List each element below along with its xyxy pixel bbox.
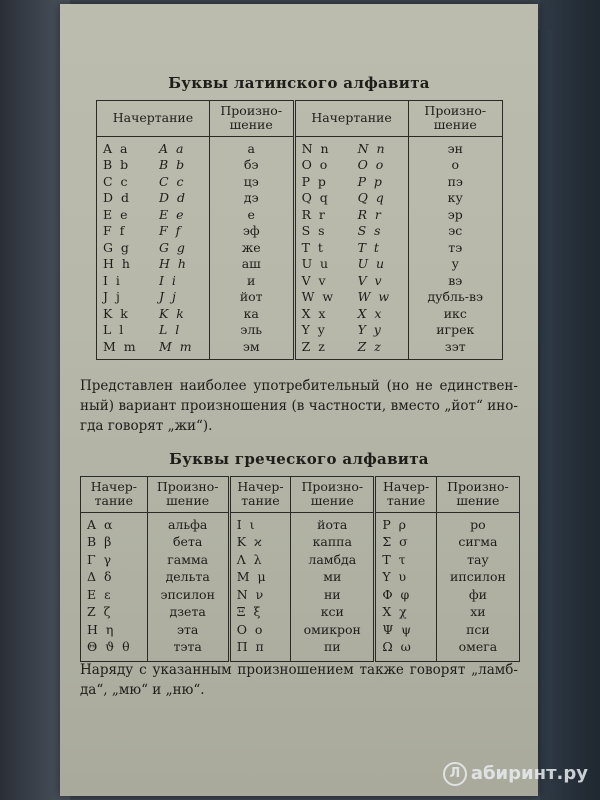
latin-letter-left-11: [103, 322, 203, 339]
greek-letter: Ν ν: [236, 586, 264, 602]
greek-pronunciation: гамма: [167, 551, 209, 567]
latin-upright-letter: O o: [301, 157, 328, 173]
greek-letter: Η η: [87, 621, 114, 637]
latin-upright-letter: V v: [301, 272, 326, 288]
latin-upright-letter: F f: [103, 223, 125, 239]
greek-letter: Λ λ: [236, 551, 262, 567]
latin-letter-left-1: [103, 157, 203, 174]
greek-letter: Ι ι: [236, 516, 255, 532]
latin-pronunciation: эф: [242, 223, 260, 239]
greek-header-glyph-2: [229, 477, 291, 513]
latin-pronunciation: а: [247, 140, 255, 156]
latin-upright-letter: G g: [103, 239, 129, 255]
greek-letter: Μ μ: [236, 569, 266, 585]
greek-alphabet-table: [80, 476, 520, 662]
greek-pronunciation: дельта: [165, 569, 210, 585]
latin-upright-letter: C c: [103, 173, 128, 189]
greek-letter: Γ γ: [87, 551, 112, 567]
watermark-logo-icon: Л: [443, 762, 467, 786]
greek-pronunciation: эпсилон: [160, 586, 215, 602]
book-cover-edge: [538, 30, 552, 770]
greek-letter: Θ ϑ θ: [87, 639, 130, 655]
latin-letter-right-3: [302, 190, 402, 207]
latin-italic-letter: Y y: [357, 322, 381, 338]
latin-letter-right-11: [302, 322, 402, 339]
greek-pronunciation: хи: [470, 604, 486, 620]
latin-upright-letter: K k: [103, 305, 128, 321]
greek-col3-glyphs: [375, 512, 437, 661]
latin-upright-letter: M m: [103, 338, 136, 354]
latin-pronunciation: тэ: [448, 239, 463, 255]
latin-pronunciation: вэ: [448, 272, 463, 288]
greek-pronunciation: кси: [320, 604, 344, 620]
latin-upright-letter: B b: [103, 157, 129, 173]
latin-upright-letter: D d: [103, 190, 129, 206]
latin-italic-letter: Q q: [357, 190, 384, 206]
latin-upright-letter: Y y: [301, 322, 325, 338]
latin-italic-letter: V v: [357, 272, 382, 288]
greek-letter: Ο ο: [236, 621, 263, 637]
latin-italic-letter: S s: [357, 223, 381, 239]
greek-pronunciation: ми: [323, 569, 342, 585]
greek-table-title: Буквы греческого алфавита: [169, 450, 429, 468]
greek-letter: Κ ϰ: [236, 534, 262, 550]
greek-pronunciation: каппа: [312, 534, 352, 550]
latin-pronunciation: дубль-вэ: [427, 289, 484, 305]
latin-italic-letter: F f: [159, 223, 181, 239]
greek-col1-pron: [147, 512, 229, 661]
latin-pronunciation: зэт: [444, 338, 466, 354]
latin-upright-letter: Z z: [301, 338, 325, 354]
latin-italic-letter: K k: [159, 305, 184, 321]
greek-header-glyph-1: [81, 477, 148, 513]
latin-pronunciation: икс: [443, 305, 467, 321]
latin-italic-letter: J j: [159, 289, 176, 305]
latin-letter-right-0: [302, 141, 402, 158]
latin-pronunciation: ку: [447, 190, 463, 206]
greek-letter: Σ σ: [382, 534, 408, 550]
latin-pronunciation: эр: [447, 206, 463, 222]
latin-pronunciation: игрек: [436, 322, 475, 338]
greek-letter: Π π: [236, 639, 264, 655]
latin-upright-letter: S s: [301, 223, 325, 239]
greek-header-pron-1-text: Произно- шение: [156, 479, 219, 509]
latin-pronunciation: эм: [242, 338, 260, 354]
greek-letter: Ζ ζ: [87, 604, 111, 620]
latin-left-glyph-column: [97, 136, 210, 360]
latin-italic-letter: P p: [357, 173, 382, 189]
greek-pronunciation: дзета: [169, 604, 206, 620]
latin-left-pron-column: [209, 136, 294, 360]
latin-upright-letter: X x: [301, 305, 326, 321]
greek-letter: Δ δ: [87, 569, 112, 585]
greek-letter: Α α: [87, 516, 113, 532]
site-watermark: [443, 762, 588, 786]
latin-pronunciation: и: [247, 272, 256, 288]
latin-italic-letter: T t: [357, 239, 379, 255]
greek-header-pron-1: [147, 477, 229, 513]
latin-header-pron-right: [408, 101, 502, 137]
greek-letter: Ψ ψ: [382, 621, 412, 637]
latin-pronunciation: пэ: [447, 173, 463, 189]
greek-pronunciation: пси: [466, 621, 490, 637]
latin-letter-right-8: [302, 273, 402, 290]
greek-letter: Τ τ: [382, 551, 406, 567]
greek-pronunciation: сигма: [458, 534, 498, 550]
latin-pronunciation: у: [451, 256, 459, 272]
latin-letter-right-6: [302, 240, 402, 257]
greek-pronunciation: ламбда: [308, 551, 357, 567]
latin-pronunciation: йот: [239, 289, 263, 305]
latin-italic-letter: O o: [357, 157, 384, 173]
greek-col2-glyphs: [229, 512, 291, 661]
latin-upright-letter: I i: [103, 272, 120, 288]
greek-pronunciation: эта: [176, 621, 199, 637]
greek-letter: Ω ω: [382, 639, 411, 655]
latin-italic-letter: Z z: [357, 338, 381, 354]
latin-header-pron-left-text: Произно- шение: [220, 103, 283, 133]
latin-italic-letter: A a: [159, 140, 184, 156]
latin-right-glyph-column: [294, 136, 408, 360]
latin-italic-letter: H h: [159, 256, 186, 272]
book-page: [60, 4, 538, 796]
latin-italic-letter: I i: [159, 272, 176, 288]
latin-letter-left-8: [103, 273, 203, 290]
greek-header-glyph-2-text: Начер- тание: [237, 479, 284, 509]
greek-pronunciation: тау: [467, 551, 489, 567]
greek-letter: Υ υ: [382, 569, 407, 585]
latin-letter-right-1: [302, 157, 402, 174]
latin-header-pron-right-text: Произно- шение: [424, 103, 487, 133]
latin-upright-letter: U u: [301, 256, 329, 272]
latin-italic-letter: M m: [159, 338, 192, 354]
latin-note: Представлен наиболее употребительный (но не единствен-ный) вариант произношения (в частности, вместо „йот“ ино-гда говорят „жи“).: [80, 378, 518, 434]
greek-header-glyph-3-text: Начер- тание: [382, 479, 430, 509]
greek-letter: Χ χ: [382, 604, 407, 620]
latin-upright-letter: Q q: [301, 190, 328, 206]
latin-upright-letter: W w: [301, 289, 334, 305]
latin-italic-letter: C c: [159, 173, 184, 189]
latin-letter-right-12: [302, 339, 402, 356]
greek-pronunciation: омега: [458, 639, 498, 655]
latin-italic-letter: N n: [357, 140, 385, 156]
latin-letter-left-4: [103, 207, 203, 224]
latin-upright-letter: T t: [301, 239, 323, 255]
latin-pronunciation: цэ: [243, 173, 259, 189]
latin-italic-letter: R r: [357, 206, 381, 222]
latin-upright-letter: H h: [103, 256, 130, 272]
greek-col2-pron: [291, 512, 375, 661]
greek-header-glyph-3: [375, 477, 437, 513]
greek-header-pron-2: [291, 477, 375, 513]
latin-header-pron-left: [209, 101, 294, 137]
latin-letter-left-6: [103, 240, 203, 257]
greek-pronunciation: ни: [323, 586, 341, 602]
greek-note: Наряду с указанным произношением также говорят „ламб-да“, „мю“ и „ню“.: [80, 662, 518, 698]
latin-upright-letter: J j: [103, 289, 120, 305]
latin-pronunciation: эль: [240, 322, 263, 338]
latin-italic-letter: X x: [357, 305, 382, 321]
greek-pronunciation: бета: [173, 534, 203, 550]
greek-pronunciation: йота: [317, 516, 348, 532]
latin-table-title: Буквы латинского алфавита: [168, 74, 430, 92]
latin-upright-letter: L l: [103, 322, 124, 338]
greek-pronunciation: фи: [468, 586, 487, 602]
watermark-text: абиринт.ру: [470, 763, 588, 784]
latin-upright-letter: A a: [103, 140, 128, 156]
latin-letter-right-9: [302, 289, 402, 306]
latin-pronunciation: же: [241, 239, 261, 255]
latin-italic-letter: W w: [357, 289, 390, 305]
latin-italic-letter: B b: [159, 157, 185, 173]
latin-pronunciation: о: [451, 157, 460, 173]
greek-col1-glyphs: [81, 512, 148, 661]
latin-header-glyph-left: Начертание: [97, 101, 210, 137]
greek-pronunciation: тэта: [173, 639, 202, 655]
latin-italic-letter: E e: [159, 206, 184, 222]
latin-letter-left-10: [103, 306, 203, 323]
latin-letter-right-10: [302, 306, 402, 323]
latin-letter-left-0: [103, 141, 203, 158]
latin-letter-right-2: [302, 174, 402, 191]
latin-italic-letter: G g: [159, 239, 185, 255]
latin-letter-right-7: [302, 256, 402, 273]
latin-pronunciation: аш: [241, 256, 261, 272]
greek-letter: Ε ε: [87, 586, 111, 602]
latin-pronunciation: бэ: [243, 157, 259, 173]
latin-pronunciation: эс: [448, 223, 463, 239]
latin-letter-left-5: [103, 223, 203, 240]
latin-right-pron-column: [408, 136, 502, 360]
latin-letter-left-2: [103, 174, 203, 191]
latin-pronunciation: дэ: [243, 190, 259, 206]
latin-pronunciation: е: [247, 206, 255, 222]
greek-header-glyph-1-text: Начер- тание: [90, 479, 137, 509]
latin-pronunciation: эн: [447, 140, 463, 156]
greek-letter: Β β: [87, 534, 112, 550]
greek-col3-pron: [436, 512, 519, 661]
latin-pronunciation: ка: [243, 305, 259, 321]
latin-italic-letter: D d: [159, 190, 185, 206]
greek-pronunciation: омикрон: [303, 621, 361, 637]
latin-upright-letter: R r: [301, 206, 325, 222]
latin-letter-left-7: [103, 256, 203, 273]
greek-pronunciation: ипсилон: [450, 569, 506, 585]
greek-pronunciation: пи: [323, 639, 341, 655]
latin-letter-left-12: [103, 339, 203, 356]
latin-upright-letter: P p: [301, 173, 326, 189]
latin-letter-left-3: [103, 190, 203, 207]
greek-letter: Ρ ρ: [382, 516, 407, 532]
greek-header-pron-3-text: Произно- шение: [447, 479, 509, 509]
latin-italic-letter: U u: [357, 256, 385, 272]
greek-letter: Ξ ξ: [236, 604, 261, 620]
latin-letter-right-4: [302, 207, 402, 224]
greek-letter: Φ φ: [382, 586, 410, 602]
greek-pronunciation: ро: [470, 516, 486, 532]
latin-header-glyph-right: Начертание: [294, 101, 408, 137]
greek-header-pron-3: [436, 477, 519, 513]
latin-upright-letter: N n: [301, 140, 329, 156]
latin-upright-letter: E e: [103, 206, 128, 222]
greek-header-pron-2-text: Произно- шение: [301, 479, 364, 509]
greek-pronunciation: альфа: [167, 516, 208, 532]
latin-alphabet-table: [96, 100, 503, 360]
latin-letter-right-5: [302, 223, 402, 240]
latin-italic-letter: L l: [159, 322, 180, 338]
latin-letter-left-9: [103, 289, 203, 306]
